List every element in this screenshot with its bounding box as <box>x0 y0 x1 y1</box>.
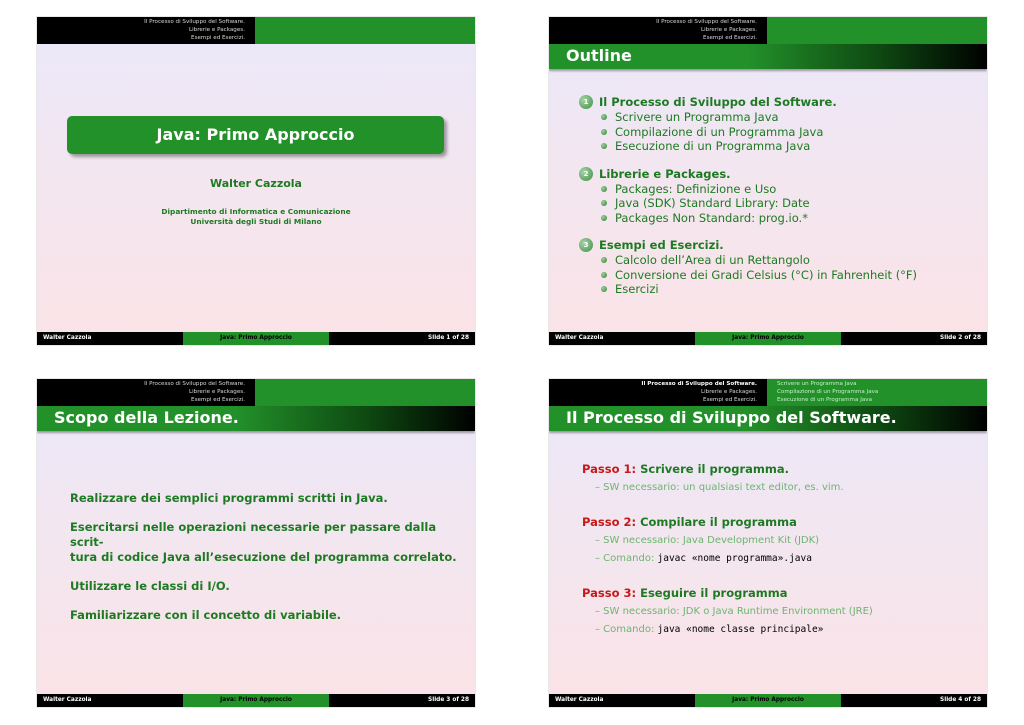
body-paragraph: Utilizzare le classi di I/O. <box>70 579 230 593</box>
section-number-badge: 3 <box>579 238 593 252</box>
nav-subsection-1[interactable]: Scrivere un Programma Java <box>777 381 857 387</box>
slide-header-nav <box>549 17 987 44</box>
bullet-icon <box>601 257 607 263</box>
outline-section-title[interactable]: Esempi ed Esercizi. <box>599 238 724 252</box>
step-group <box>582 586 982 637</box>
step-heading: Passo 2: Compilare il programma <box>582 515 797 529</box>
outline-subsection[interactable]: Esecuzione di un Programma Java <box>601 139 979 154</box>
nav-section-1[interactable]: Il Processo di Sviluppo del Software. <box>144 381 245 387</box>
bullet-icon <box>601 114 607 120</box>
outline-subsection[interactable]: Packages Non Standard: prog.io.* <box>601 211 979 226</box>
nav-section-2[interactable]: Librerie e Packages. <box>188 27 245 33</box>
footer-author: Walter Cazzola <box>37 332 183 345</box>
step-item: – SW necessario: JDK o Java Runtime Environment (JRE) <box>595 606 873 617</box>
subsection-nav <box>767 379 987 406</box>
bullet-icon <box>601 143 607 149</box>
frame-title-bar <box>549 406 987 431</box>
footer-slide-number: Slide 3 of 28 <box>329 694 475 707</box>
body-paragraph: Esercitarsi nelle operazioni necessarie per passare dalla scrit- <box>70 520 437 549</box>
nav-section-2[interactable]: Librerie e Packages. <box>700 27 757 33</box>
frame-title-bar <box>37 406 475 431</box>
step-group <box>582 462 982 495</box>
frame-title: Il Processo di Sviluppo del Software. <box>566 408 897 427</box>
step-heading: Passo 3: Eseguire il programma <box>582 586 788 600</box>
outline-section[interactable] <box>579 167 979 181</box>
nav-section-1[interactable]: Il Processo di Sviluppo del Software. <box>656 19 757 25</box>
step-item: – SW necessario: Java Development Kit (JDK) <box>595 535 820 546</box>
outline-section[interactable] <box>579 95 979 109</box>
nav-subsection-3[interactable]: Esecuzione di un Programma Java <box>777 397 873 403</box>
bullet-icon <box>601 186 607 192</box>
bullet-icon <box>601 200 607 206</box>
slide-4 <box>549 379 987 707</box>
slide-footer <box>37 332 475 345</box>
nav-section-3[interactable]: Esempi ed Esercizi. <box>703 35 757 41</box>
bullet-icon <box>601 215 607 221</box>
command-code: java «nome classe principale» <box>657 624 824 635</box>
section-nav <box>37 379 255 406</box>
nav-section-2[interactable]: Librerie e Packages. <box>188 389 245 395</box>
step-item: – Comando: javac «nome programma».java <box>595 553 812 564</box>
footer-title: Java: Primo Approccio <box>695 332 841 345</box>
nav-section-2[interactable]: Librerie e Packages. <box>700 389 757 395</box>
section-nav <box>549 17 767 44</box>
footer-slide-number: Slide 1 of 28 <box>329 332 475 345</box>
slide-header-nav <box>37 379 475 406</box>
outline-subsection[interactable]: Packages: Definizione e Uso <box>601 182 979 197</box>
step-group <box>582 515 982 566</box>
footer-title: Java: Primo Approccio <box>183 332 329 345</box>
nav-section-3[interactable]: Esempi ed Esercizi. <box>191 397 245 403</box>
footer-author: Walter Cazzola <box>37 694 183 707</box>
nav-subsection-2[interactable]: Compilazione di un Programma Java <box>777 389 879 395</box>
slide-header-nav <box>37 17 475 44</box>
author-name: Walter Cazzola <box>210 177 302 190</box>
section-nav <box>37 17 255 44</box>
subsection-nav <box>255 379 475 406</box>
subsection-nav <box>255 17 475 44</box>
outline-subsection[interactable]: Scrivere un Programma Java <box>601 110 979 125</box>
outline-subsection[interactable]: Conversione dei Gradi Celsius (°C) in Fahrenheit (°F) <box>601 268 979 283</box>
slide-header-nav <box>549 379 987 406</box>
slide-2 <box>549 17 987 345</box>
footer-author: Walter Cazzola <box>549 694 695 707</box>
slide-body <box>70 491 460 637</box>
slide-1 <box>37 17 475 345</box>
footer-title: Java: Primo Approccio <box>695 694 841 707</box>
command-code: javac «nome programma».java <box>657 553 812 564</box>
footer-title: Java: Primo Approccio <box>183 694 329 707</box>
institution-line: Dipartimento di Informatica e Comunicazione <box>161 207 351 216</box>
footer-slide-number: Slide 4 of 28 <box>841 694 987 707</box>
section-nav <box>549 379 767 406</box>
outline-subsection[interactable]: Compilazione di un Programma Java <box>601 125 979 140</box>
outline-subsection[interactable]: Java (SDK) Standard Library: Date <box>601 196 979 211</box>
subsection-nav <box>767 17 987 44</box>
presentation-title: Java: Primo Approccio <box>67 116 444 154</box>
step-item: – Comando: java «nome classe principale» <box>595 624 824 635</box>
slide-footer <box>549 694 987 707</box>
footer-slide-number: Slide 2 of 28 <box>841 332 987 345</box>
institution-line: Università degli Studi di Milano <box>190 217 322 226</box>
nav-section-3[interactable]: Esempi ed Esercizi. <box>191 35 245 41</box>
outline-section-title[interactable]: Il Processo di Sviluppo del Software. <box>599 95 837 109</box>
slide-body <box>582 462 982 657</box>
frame-title: Scopo della Lezione. <box>54 408 239 427</box>
outline-subsection[interactable]: Calcolo dell’Area di un Rettangolo <box>601 253 979 268</box>
slide-footer <box>549 332 987 345</box>
bullet-icon <box>601 286 607 292</box>
step-item: – SW necessario: un qualsiasi text editor, es. vim. <box>595 482 844 493</box>
outline-section-title[interactable]: Librerie e Packages. <box>599 166 731 181</box>
outline-section[interactable] <box>579 238 979 252</box>
body-paragraph: tura di codice Java all’esecuzione del programma correlato. <box>70 550 457 564</box>
slide-footer <box>37 694 475 707</box>
nav-section-1[interactable]: Il Processo di Sviluppo del Software. <box>641 381 757 387</box>
frame-title-bar <box>549 44 987 69</box>
body-paragraph: Realizzare dei semplici programmi scritti in Java. <box>70 491 388 505</box>
section-number-badge: 2 <box>579 167 593 181</box>
footer-author: Walter Cazzola <box>549 332 695 345</box>
section-number-badge: 1 <box>579 95 593 109</box>
nav-section-3[interactable]: Esempi ed Esercizi. <box>703 397 757 403</box>
slide-3 <box>37 379 475 707</box>
step-heading: Passo 1: Scrivere il programma. <box>582 462 790 476</box>
outline-list <box>579 95 979 310</box>
outline-subsection[interactable]: Esercizi <box>601 282 979 297</box>
bullet-icon <box>601 129 607 135</box>
body-paragraph: Familiarizzare con il concetto di variabile. <box>70 608 342 622</box>
nav-section-1[interactable]: Il Processo di Sviluppo del Software. <box>144 19 245 25</box>
frame-title: Outline <box>566 46 632 65</box>
bullet-icon <box>601 272 607 278</box>
